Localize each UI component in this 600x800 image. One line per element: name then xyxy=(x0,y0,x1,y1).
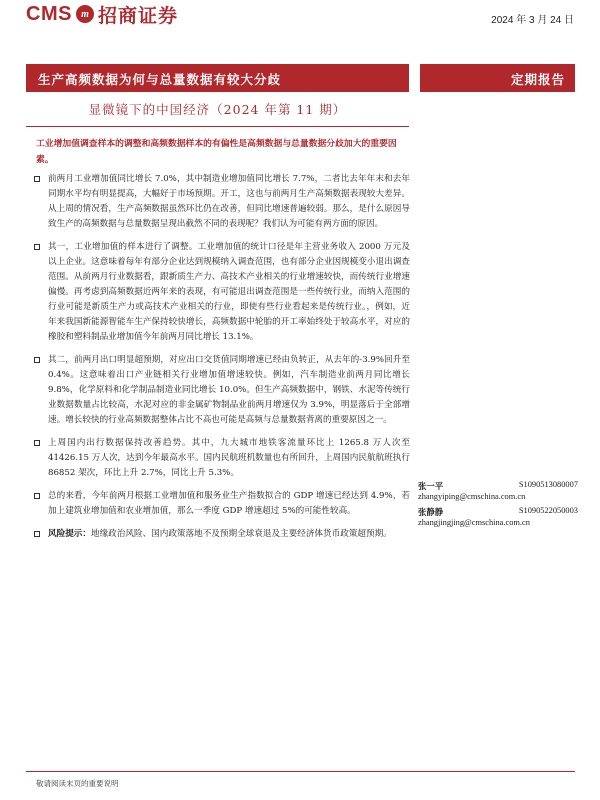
footer-disclaimer: 敬请阅读末页的重要说明 xyxy=(36,779,119,788)
bullet-item xyxy=(32,353,410,428)
bullet-item xyxy=(32,489,410,519)
bullet-item xyxy=(32,172,410,232)
category-banner xyxy=(420,64,575,92)
analyst-card xyxy=(418,506,578,527)
bullet-text: 其二，前两月出口明显超预期，对应出口交货值同期增速已经由负转正，从去年的-3.9%回升至 0.4%。这意味着出口产业链相关行业增加值增速较快。例如，汽车制造业前两月同比增长 9.8%，化学原料和化学制品制造业同比增长 10.0%。但生产高频数据中，钢铁、水泥等传统行业数据数量占比较高，水泥对应的非金属矿物制品业前两月增速仅为 3.9%，明显落后于全部增速。增长较快的行业高频数据整体占比不高也可能是高频与总量数据背离的重要原因之一。 xyxy=(48,355,410,425)
analyst-email[interactable]: zhangyiping@cmschina.com.cn xyxy=(418,492,526,501)
checkbox-bullet-icon xyxy=(34,176,40,182)
footer-divider xyxy=(26,771,575,772)
report-title: 生产高频数据为何与总量数据有较大分歧 xyxy=(38,72,282,87)
checkbox-bullet-icon xyxy=(34,357,40,363)
bullet-list xyxy=(32,172,410,550)
analyst-email[interactable]: zhangjingjing@cmschina.com.cn xyxy=(418,518,530,527)
checkbox-bullet-icon xyxy=(34,440,40,446)
logo-mark-icon: m xyxy=(76,5,94,23)
bullet-item xyxy=(32,436,410,481)
analyst-name: 张静静 xyxy=(418,507,444,517)
bullet-item xyxy=(32,240,410,345)
report-date: 2024 年 3 月 24 日 xyxy=(491,15,574,26)
abstract: 工业增加值调查样本的调整和高频数据样本的有偏性是高频数据与总量数据分歧加大的重要因素。 xyxy=(36,139,397,165)
bullet-item-risk xyxy=(32,527,410,542)
analyst-card xyxy=(418,480,578,501)
risk-lead: 风险提示： xyxy=(48,529,91,539)
logo-en-text: CMS xyxy=(26,2,72,25)
checkbox-bullet-icon xyxy=(34,493,40,499)
analyst-name: 张一平 xyxy=(418,481,444,491)
logo-cn-text: 招商证券 xyxy=(97,4,178,27)
bullet-text: 地缘政治风险、国内政策落地不及预期全球衰退及主要经济体货币政策超预期。 xyxy=(90,529,392,539)
subtitle-divider xyxy=(26,126,409,127)
bullet-text: 总的来看，今年前两月根据工业增加值和服务业生产指数拟合的 GDP 增速已经达到 4.9%，若加上建筑业增加值和农业增加值，那么一季度 GDP 增速超过 5%的可能性较高。 xyxy=(48,491,410,516)
analyst-panel xyxy=(418,480,578,532)
checkbox-bullet-icon xyxy=(34,244,40,250)
bullet-text: 前两月工业增加值同比增长 7.0%，其中制造业增加值同比增长 7.7%，二者比去年年末和去年同期水平均有明显提高，大幅好于市场预期。开工，这也与前两月生产高频数据表现较大差异。从上周的情况看，生产高频数据虽然环比仍在改善，但同比增速普遍较弱。那么，是什么原因导致生产的高频数据与总量数据呈现出截然不同的表现呢？我们认为可能有两方面的原因。 xyxy=(48,174,410,229)
report-subtitle: 显微镜下的中国经济（2024 年第 11 期） xyxy=(88,102,347,117)
title-banner xyxy=(26,64,409,92)
bullet-text: 其一，工业增加值的样本进行了调整。工业增加值的统计口径是年主营业务收入 2000 万元及以上企业。这意味着每年有部分企业达到规模纳入调查范围，也有部分企业因规模变小退出调查范围。从前两月行业数据看，跟新质生产力、高技术产业相关的行业增速较快，而传统行业增速偏慢。再考虑到高频数据近两年来的表现，有可能退出调查范围是一些传统行业，而纳入范围的行业可能是新质生产力或高技术产业相关的行业，即使有些行业看起来是传统行业。，例如，近年来我国新能源智能车生产保持较快增长，高频数据中轮胎的开工率始终处于较高水平，对应的橡胶和塑料制品业增加值今年前两月同比增长 13.1%。 xyxy=(48,242,410,342)
company-logo xyxy=(26,0,178,28)
analyst-license: S1090522050003 xyxy=(518,506,578,515)
bullet-text: 上周国内出行数据保持改善趋势。其中，九大城市地铁客流量环比上 1265.8 万人次至 41426.15 万人次，达到今年最高水平。国内民航班机数量也有所回升，上周国内民航航班执行 86852 架次，环比上升 2.7%，同比上升 5.3%。 xyxy=(48,438,410,478)
report-category: 定期报告 xyxy=(510,72,565,87)
checkbox-bullet-icon xyxy=(34,531,40,537)
analyst-license: S1090513080007 xyxy=(518,480,578,489)
